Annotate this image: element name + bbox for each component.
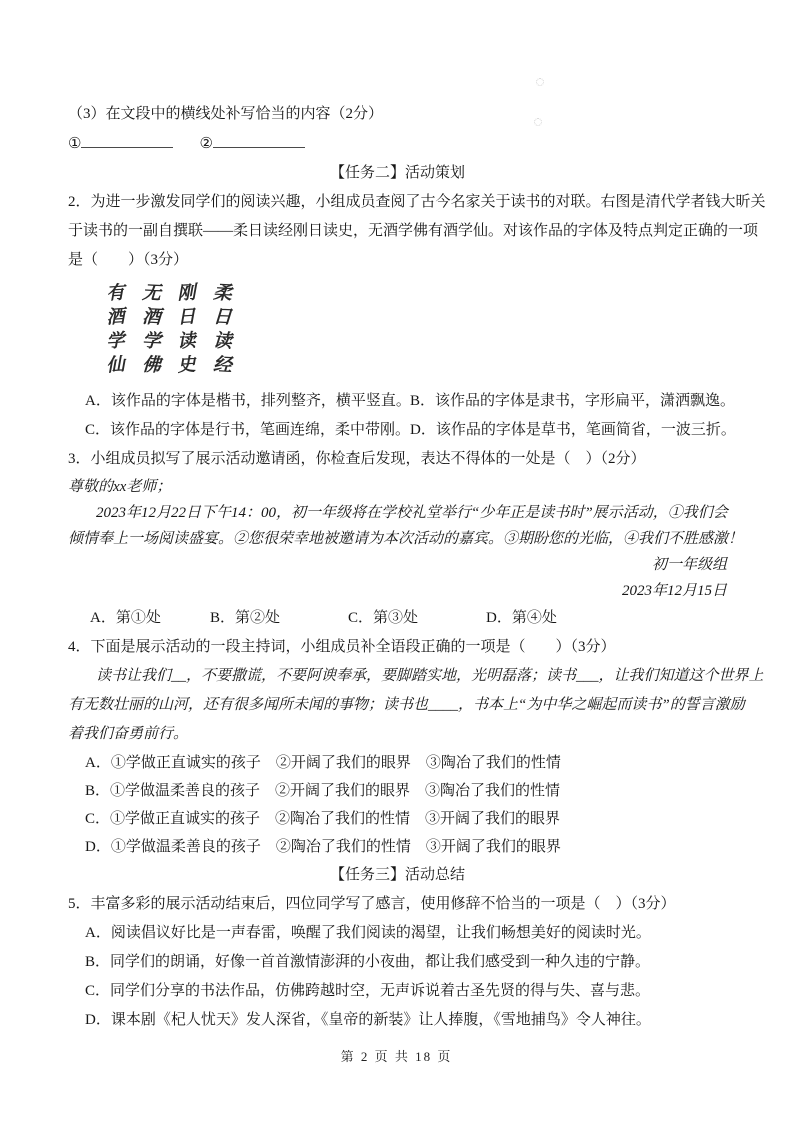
letter-signer: 初一年级组 xyxy=(651,557,727,573)
option-2C: C．该作品的字体是行书，笔画连绵，柔中带刚。 xyxy=(85,422,411,438)
question-3-prompt: 3．小组成员拟写了展示活动邀请函，你检查后发现，表达不得体的一处是（ ）（2分） xyxy=(68,451,646,467)
blank-label-1: ① xyxy=(68,136,82,152)
letter-salutation: 尊敬的xx老师； xyxy=(68,479,172,495)
option-5B: B．同学们的朗诵，好像一首首激情澎湃的小夜曲，都让我们感受到一种久违的宁静。 xyxy=(85,954,651,970)
option-2D: D．该作品的字体是草书，笔画简省，一波三折。 xyxy=(410,422,736,438)
question-1-sub3-prompt: （3）在文段中的横线处补写恰当的内容（2分） xyxy=(68,106,384,122)
calligraphy-char: 日 xyxy=(176,305,197,329)
page-number: 第 2 页 共 18 页 xyxy=(340,1049,453,1064)
calligraphy-char: 史 xyxy=(176,353,197,377)
calligraphy-row xyxy=(106,281,232,305)
question-4 xyxy=(68,633,764,861)
calligraphy-row xyxy=(106,353,232,377)
calligraphy-char: 无 xyxy=(141,281,162,305)
couplet-calligraphy-image xyxy=(106,281,232,377)
calligraphy-char: 佛 xyxy=(141,353,162,377)
option-3A: A．第①处 xyxy=(90,610,161,626)
calligraphy-char: 日 xyxy=(212,305,233,329)
question-3 xyxy=(68,445,744,633)
option-4D: D．①学做温柔善良的孩子 ②陶冶了我们的性情 ③开阔了我们的眼界 xyxy=(85,839,561,855)
question-3-options xyxy=(68,604,727,633)
option-2A: A．该作品的字体是楷书，排列整齐，横平竖直。 xyxy=(85,393,411,409)
calligraphy-char: 酒 xyxy=(105,305,126,329)
calligraphy-char: 读 xyxy=(176,329,197,353)
page-content xyxy=(68,100,766,1035)
question-2-options xyxy=(68,387,736,445)
calligraphy-char: 酒 xyxy=(141,305,162,329)
calligraphy-char: 读 xyxy=(212,329,233,353)
answer-blank-rule-2 xyxy=(213,134,305,148)
option-3C: C．第③处 xyxy=(348,610,419,626)
option-5A: A．阅读倡议好比是一声春雷，唤醒了我们阅读的渴望，让我们畅想美好的阅读时光。 xyxy=(85,925,651,941)
option-2B: B．该作品的字体是隶书，字形扁平，潇洒飘逸。 xyxy=(410,393,736,409)
option-3B: B．第②处 xyxy=(210,610,281,626)
scan-artifact xyxy=(536,78,544,86)
letter-date: 2023年12月15日 xyxy=(621,583,727,599)
calligraphy-char: 有 xyxy=(105,281,126,305)
letter-body-line2: 倾情奉上一场阅读盛宴。②您很荣幸地被邀请为本次活动的嘉宾。③期盼您的光临，④我们不胜感激！ xyxy=(68,531,744,547)
option-4B: B．①学做温柔善良的孩子 ②开阔了我们的眼界 ③陶冶了我们的性情 xyxy=(85,783,561,799)
question-2-line3: 是（ ）（3分） xyxy=(68,252,189,268)
question-2 xyxy=(68,188,766,445)
task2-heading: 【任务二】活动策划 xyxy=(329,165,465,181)
letter-body-line1: 2023年12月22日下午14：00，初一年级将在学校礼堂举行“少年正是读书时”展示活动，①我们会 xyxy=(96,505,728,521)
calligraphy-row xyxy=(106,329,232,353)
calligraphy-char: 经 xyxy=(212,353,233,377)
calligraphy-char: 仙 xyxy=(105,353,126,377)
calligraphy-char: 刚 xyxy=(176,281,197,305)
option-4A: A．①学做正直诚实的孩子 ②开阔了我们的眼界 ③陶冶了我们的性情 xyxy=(85,755,561,771)
calligraphy-row xyxy=(106,305,232,329)
question-1-sub3-blanks xyxy=(68,129,727,159)
question-2-line2: 于读书的一副自撰联——柔日读经刚日读史，无酒学佛有酒学仙。对该作品的字体及特点判定正确的一项 xyxy=(68,223,759,239)
task3-heading: 【任务三】活动总结 xyxy=(329,867,465,883)
host-script-line2: 有无数壮丽的山河，还有很多闻所未闻的事物；读书也____，书本上“为中华之崛起而读书”的誓言激励 xyxy=(68,697,745,713)
question-4-prompt: 4．下面是展示活动的一段主持词，小组成员补全语段正确的一项是（ ）（3分） xyxy=(68,639,616,655)
answer-blank-rule-1 xyxy=(81,134,173,148)
calligraphy-char: 学 xyxy=(105,329,126,353)
calligraphy-char: 柔 xyxy=(212,281,233,305)
question-5 xyxy=(68,890,727,1035)
option-5C: C．同学们分享的书法作品，仿佛跨越时空，无声诉说着古圣先贤的得与失、喜与悲。 xyxy=(85,983,651,999)
question-5-prompt: 5．丰富多彩的展示活动结束后，四位同学写了感言，使用修辞不恰当的一项是（ ）（3分） xyxy=(68,896,676,912)
host-script-line3: 着我们奋勇前行。 xyxy=(68,726,189,742)
host-script-line1: 读书让我们__，不要撒谎，不要阿谀奉承，要脚踏实地，光明磊落；读书___，让我们知道这个世界上 xyxy=(96,668,764,684)
calligraphy-char: 学 xyxy=(141,329,162,353)
option-3D: D．第④处 xyxy=(486,610,557,626)
option-4C: C．①学做正直诚实的孩子 ②陶冶了我们的性情 ③开阔了我们的眼界 xyxy=(85,811,561,827)
blank-label-2: ② xyxy=(199,136,213,152)
option-5D: D．课本剧《杞人忧天》发人深省，《皇帝的新装》让人捧腹，《雪地捕鸟》令人神往。 xyxy=(85,1012,651,1028)
question-2-line1: 2．为进一步激发同学们的阅读兴趣，小组成员查阅了古今名家关于读书的对联。右图是清代学者钱大昕关 xyxy=(68,194,766,210)
invitation-letter xyxy=(68,474,744,604)
